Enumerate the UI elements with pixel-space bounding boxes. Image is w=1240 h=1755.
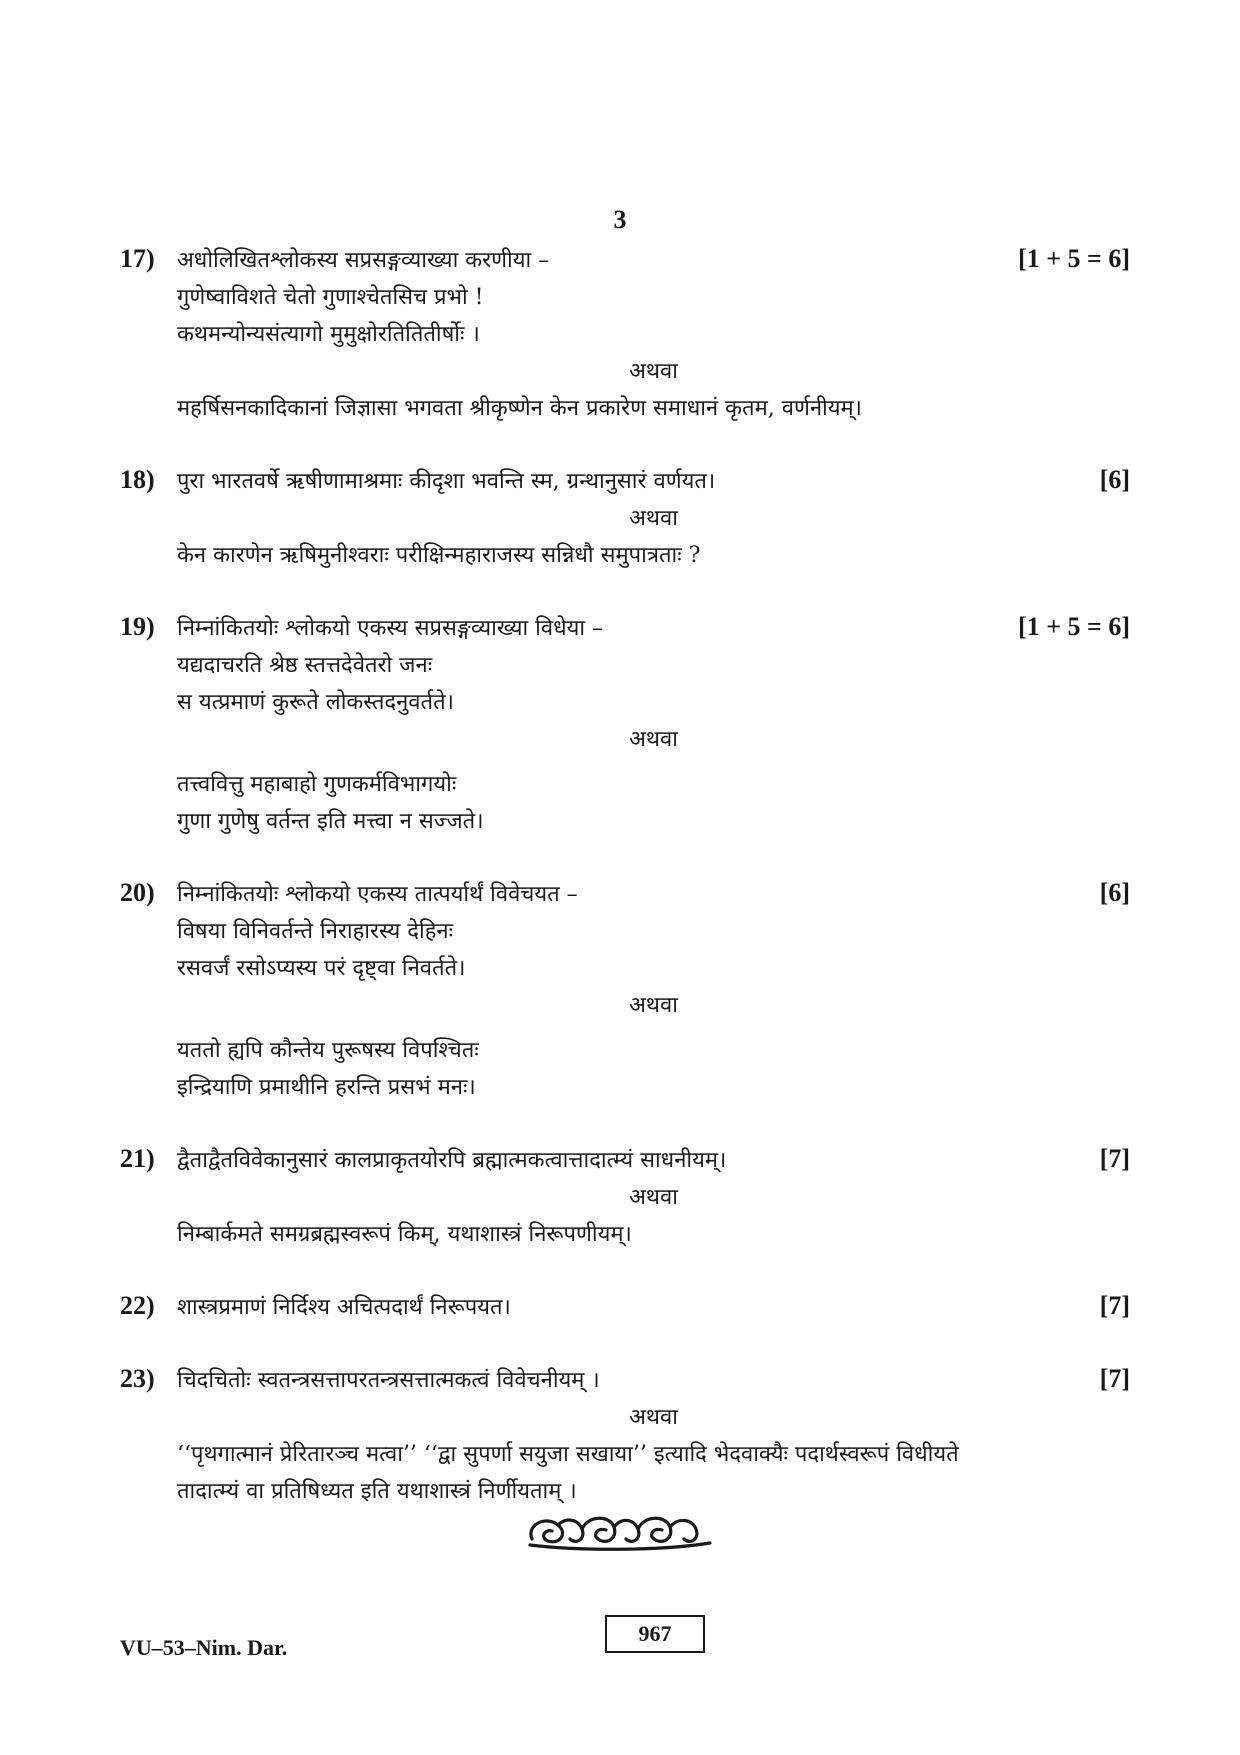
question-text: [120, 1140, 1130, 1179]
question-number: 23): [120, 1364, 155, 1393]
question-text: [120, 240, 1130, 279]
or-separator: अथवा: [629, 506, 678, 531]
or-separator: अथवा: [629, 359, 678, 384]
alternative-question-line: इन्द्रियाणि प्रमाथीनि हरन्ति प्रसभं मनः।: [177, 1075, 476, 1100]
question-prompt: निम्नांकितयोः श्लोकयो एकस्य सप्रसङ्गव्याख्या विधेया –: [177, 616, 604, 641]
question-prompt: निम्नांकितयोः श्लोकयो एकस्य तात्पर्यार्थं विवेचयत –: [177, 882, 578, 907]
question-verse-line: यद्यदाचरति श्रेष्ठ स्तत्तदेवेतरो जनः: [177, 653, 433, 678]
question-number: 19): [120, 612, 155, 641]
question-verse-line: विषया विनिवर्तन्ते निराहारस्य देहिनः: [177, 919, 454, 944]
question-marks: [1 + 5 = 6]: [1018, 244, 1130, 273]
question-marks: [7]: [1099, 1144, 1130, 1173]
question-number: 21): [120, 1144, 155, 1173]
alternative-question-line: यततो ह्यपि कौन्तेय पुरूषस्य विपश्चितः: [177, 1038, 479, 1063]
or-separator: अथवा: [629, 1185, 678, 1210]
question-block: [120, 240, 1130, 427]
question-number: 18): [120, 465, 155, 494]
question-block: [120, 874, 1130, 1106]
question-text: [120, 1360, 1130, 1399]
question-number: 17): [120, 244, 155, 273]
alternative-question-line: ‘‘पृथगात्मानं प्रेरितारञ्च मत्वा’’ ‘‘द्वा सुपर्णा सयुजा सखाया’’ इत्यादि भेदवाक्यैः पदार्थस्वरूपं विधीयते: [177, 1442, 959, 1467]
alternative-question-line: महर्षिसनकादिकानां जिज्ञासा भगवता श्रीकृष्णेन केन प्रकारेण समाधानं कृतम, वर्णनीयम्।: [177, 396, 863, 421]
question-prompt: शास्त्रप्रमाणं निर्दिश्य अचित्पदार्थं निरूपयत।: [177, 1295, 511, 1320]
alternative-question-line: केन कारणेन ऋषिमुनीश्वराः परीक्षिन्महाराजस्य सन्निधौ समुपात्रताः ?: [177, 543, 701, 568]
alternative-question-line: तादात्म्यं वा प्रतिषिध्यत इति यथाशास्त्रं निर्णीयताम् ।: [177, 1479, 577, 1504]
question-number: 22): [120, 1291, 155, 1320]
question-verse-line: रसवर्जं रसोऽप्यस्य परं दृष्ट्वा निवर्तते।: [177, 956, 466, 981]
question-marks: [6]: [1099, 465, 1130, 494]
alternative-question-line: तत्त्ववित्तु महाबाहो गुणकर्मविभागयोः: [177, 772, 457, 797]
question-text: [120, 461, 1130, 500]
question-verse-line: गुणेष्वाविशते चेतो गुणाश्चेतसिच प्रभो !: [177, 285, 484, 310]
or-separator: अथवा: [629, 1405, 678, 1430]
question-list: [120, 240, 1130, 1544]
question-marks: [1 + 5 = 6]: [1018, 612, 1130, 641]
alternative-question-line: निम्बार्कमते समग्रब्रह्मस्वरूपं किम्, यथाशास्त्रं निरूपणीयम्।: [177, 1222, 632, 1247]
page-code-box: 967: [605, 1615, 705, 1653]
question-prompt: पुरा भारतवर्षे ऋषीणामाश्रमाः कीदृशा भवन्ति स्म, ग्रन्थानुसारं वर्णयत।: [177, 469, 716, 494]
ornament-divider-icon: [0, 1505, 1240, 1559]
question-block: [120, 1140, 1130, 1253]
or-separator: अथवा: [629, 993, 678, 1018]
or-separator: अथवा: [629, 727, 678, 752]
question-marks: [7]: [1099, 1364, 1130, 1393]
question-marks: [6]: [1099, 878, 1130, 907]
question-text: [120, 608, 1130, 647]
question-prompt: द्वैताद्वैतविवेकानुसारं कालप्राकृतयोरपि ब्रह्मात्मकत्वात्तादात्म्यं साधनीयम्।: [177, 1148, 727, 1173]
paper-code: VU–53–Nim. Dar.: [120, 1635, 288, 1660]
page-number: 3: [613, 205, 627, 234]
question-prompt: अधोलिखितश्लोकस्य सप्रसङ्गव्याख्या करणीया –: [177, 248, 550, 273]
question-block: [120, 1287, 1130, 1326]
question-block: [120, 608, 1130, 840]
question-verse-line: स यत्प्रमाणं कुरूते लोकस्तदनुवर्तते।: [177, 690, 454, 715]
question-block: [120, 461, 1130, 574]
question-block: [120, 1360, 1130, 1510]
alternative-question-line: गुणा गुणेषु वर्तन्त इति मत्त्वा न सज्जते।: [177, 809, 484, 834]
question-prompt: चिदचितोः स्वतन्त्रसत्तापरतन्त्रसत्तात्मकत्वं विवेचनीयम् ।: [177, 1368, 600, 1393]
question-verse-line: कथमन्योन्यसंत्यागो मुमुक्षोरतितितीर्षोः ।: [177, 322, 480, 347]
question-marks: [7]: [1099, 1291, 1130, 1320]
question-number: 20): [120, 878, 155, 907]
question-text: [120, 1287, 1130, 1326]
question-text: [120, 874, 1130, 913]
